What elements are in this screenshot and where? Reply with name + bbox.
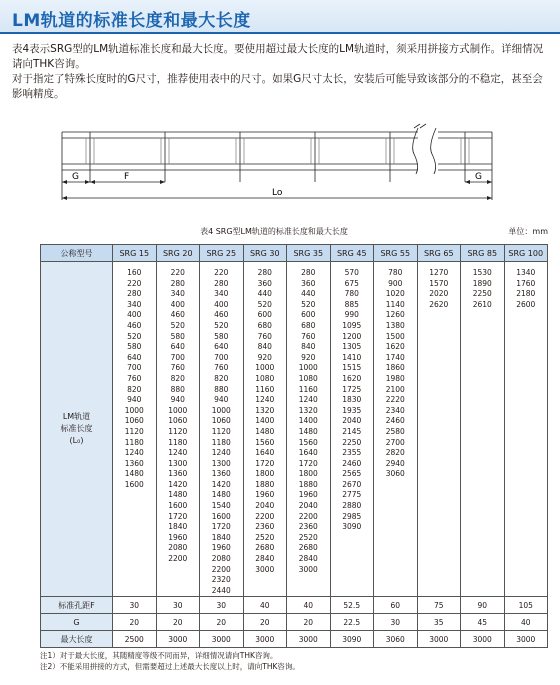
- pitch-cell: 30: [200, 597, 244, 614]
- rail-length-table: [40, 244, 548, 648]
- standard-length-value: 1500: [385, 331, 405, 341]
- standard-length-value: 700: [127, 363, 142, 373]
- standard-length-value: 280: [214, 278, 229, 288]
- standard-length-value: 1480: [298, 426, 318, 436]
- standard-length-value: 1860: [385, 363, 405, 373]
- length-cell: [113, 262, 157, 597]
- max-length-cell: 3090: [330, 631, 374, 648]
- standard-length-value: 3060: [385, 469, 405, 479]
- intro-paragraph-2: 对于指定了特殊长度时的G尺寸，推荐使用表中的尺寸。如果G尺寸太长，安装后可能导致该部分的不稳定，甚至会影响精度。: [12, 73, 543, 100]
- standard-length-value: 940: [127, 395, 142, 405]
- standard-length-value: 1080: [255, 373, 275, 383]
- g-cell: 20: [287, 614, 331, 631]
- standard-length-value: 2200: [168, 554, 188, 564]
- pitch-cell: 60: [374, 597, 418, 614]
- max-length-cell: 3000: [461, 631, 505, 648]
- pitch-cell: 30: [113, 597, 157, 614]
- standard-length-value: 1000: [255, 363, 275, 373]
- standard-length-value: 2200: [255, 511, 275, 521]
- standard-length-value: 2460: [385, 416, 405, 426]
- g-cell: 35: [417, 614, 461, 631]
- label-f: F: [124, 172, 130, 182]
- standard-length-value: 1480: [168, 490, 188, 500]
- standard-length-value: 340: [127, 299, 142, 309]
- table-caption: 表4 SRG型LM轨道的标准长度和最大长度: [200, 227, 348, 236]
- standard-length-value: 460: [170, 310, 185, 320]
- standard-length-value: 1120: [168, 426, 188, 436]
- standard-length-value: 1020: [385, 289, 405, 299]
- standard-length-value: 2360: [298, 522, 318, 532]
- standard-length-value: 1180: [211, 437, 231, 447]
- standard-length-value: 1240: [298, 395, 318, 405]
- standard-length-value: 700: [214, 352, 229, 362]
- standard-length-value: 2600: [516, 299, 536, 309]
- standard-length-value: 2460: [342, 458, 362, 468]
- standard-length-value: 1830: [342, 395, 362, 405]
- standard-length-value: 1560: [255, 437, 275, 447]
- standard-length-value: 1570: [429, 278, 449, 288]
- label-lo: Lo: [272, 188, 283, 198]
- model-header: SRG 45: [330, 245, 374, 262]
- standard-length-value: 2670: [342, 479, 362, 489]
- standard-length-value: 1840: [211, 532, 231, 542]
- standard-length-value: 1720: [168, 511, 188, 521]
- standard-length-value: 1720: [298, 458, 318, 468]
- max-length-row: [41, 631, 548, 648]
- standard-length-value: 920: [257, 352, 272, 362]
- standard-length-value: 1240: [211, 448, 231, 458]
- model-header: SRG 20: [156, 245, 200, 262]
- rail-diagram: [0, 118, 560, 218]
- standard-length-value: 440: [257, 289, 272, 299]
- standard-length-value: 2250: [472, 289, 492, 299]
- label-g-left: G: [72, 172, 79, 182]
- standard-length-value: 1360: [211, 469, 231, 479]
- standard-length-value: 2040: [342, 416, 362, 426]
- standard-length-value: 675: [344, 278, 359, 288]
- standard-length-value: 1640: [298, 448, 318, 458]
- standard-length-value: 780: [388, 268, 403, 277]
- standard-length-value: 1340: [516, 268, 536, 277]
- standard-length-value: 2610: [472, 299, 492, 309]
- standard-length-value: 600: [301, 310, 316, 320]
- standard-length-value: 760: [257, 331, 272, 341]
- standard-length-value: 2020: [429, 289, 449, 299]
- standard-length-value: 1960: [168, 532, 188, 542]
- standard-length-value: 2775: [342, 490, 362, 500]
- standard-length-value: 640: [127, 352, 142, 362]
- standard-length-value: 2565: [342, 469, 362, 479]
- standard-length-value: 1600: [168, 501, 188, 511]
- standard-length-value: 900: [388, 278, 403, 288]
- standard-length-value: 1720: [255, 458, 275, 468]
- standard-length-value: 2360: [255, 522, 275, 532]
- model-header: SRG 35: [287, 245, 331, 262]
- g-cell: 20: [200, 614, 244, 631]
- standard-length-value: 570: [344, 268, 359, 277]
- standard-length-value: 2700: [385, 437, 405, 447]
- standard-length-value: 520: [127, 331, 142, 341]
- standard-length-value: 1270: [429, 268, 449, 277]
- standard-length-value: 940: [214, 395, 229, 405]
- footnote: 注2）不能采用拼接的方式，但需要超过上述最大长度以上时，请向THK咨询。: [40, 662, 300, 671]
- standard-length-value: 280: [170, 278, 185, 288]
- model-header: SRG 15: [113, 245, 157, 262]
- standard-length-value: 280: [127, 289, 142, 299]
- standard-length-value: 600: [257, 310, 272, 320]
- standard-length-value: 1180: [168, 437, 188, 447]
- standard-length-value: 520: [214, 320, 229, 330]
- table-caption-row: [0, 226, 548, 240]
- standard-length-value: 2320: [211, 575, 231, 585]
- standard-length-value: 1000: [168, 405, 188, 415]
- model-header: SRG 30: [243, 245, 287, 262]
- standard-length-value: 2200: [211, 564, 231, 574]
- pitch-row: [41, 597, 548, 614]
- length-cell: [330, 262, 374, 597]
- standard-length-value: 400: [127, 310, 142, 320]
- max-length-cell: 2500: [113, 631, 157, 648]
- standard-length-value: 1360: [124, 458, 144, 468]
- standard-length-value: 460: [214, 310, 229, 320]
- max-length-cell: 3060: [374, 631, 418, 648]
- standard-length-value: 840: [301, 342, 316, 352]
- pitch-cell: 90: [461, 597, 505, 614]
- standard-length-value: 1120: [211, 426, 231, 436]
- standard-length-value: 880: [214, 384, 229, 394]
- row-label-line: (L₀): [69, 436, 84, 446]
- standard-length-value: 360: [257, 278, 272, 288]
- standard-length-value: 1240: [124, 448, 144, 458]
- max-length-cell: 3000: [200, 631, 244, 648]
- standard-length-value: 1300: [211, 458, 231, 468]
- standard-length-value: 520: [257, 299, 272, 309]
- standard-length-value: 2355: [342, 448, 362, 458]
- standard-length-value: 1530: [472, 268, 492, 277]
- standard-length-value: 280: [257, 268, 272, 277]
- model-header: SRG 25: [200, 245, 244, 262]
- standard-length-value: 1960: [255, 490, 275, 500]
- standard-length-value: 1760: [516, 278, 536, 288]
- standard-length-value: 760: [214, 363, 229, 373]
- standard-length-value: 940: [170, 395, 185, 405]
- standard-length-value: 1890: [472, 278, 492, 288]
- length-cell: [287, 262, 331, 597]
- standard-length-value: 1200: [342, 331, 362, 341]
- intro-text: [12, 42, 552, 102]
- standard-length-value: 1980: [385, 373, 405, 383]
- pitch-cell: 105: [504, 597, 548, 614]
- standard-length-value: 1320: [255, 405, 275, 415]
- standard-length-value: 2620: [429, 299, 449, 309]
- standard-length-value: 1000: [298, 363, 318, 373]
- row-label-standard-length: [41, 262, 113, 597]
- table-unit: 单位：mm: [508, 227, 548, 236]
- standard-length-value: 280: [301, 268, 316, 277]
- length-cell: [504, 262, 548, 597]
- standard-length-value: 400: [170, 299, 185, 309]
- intro-paragraph-1: 表4表示SRG型的LM轨道标准长度和最大长度。要使用超过最大长度的LM轨道时，须采用拼接方式制作。详细情况请向THK咨询。: [12, 43, 544, 70]
- pitch-cell: 40: [243, 597, 287, 614]
- standard-length-value: 1600: [124, 479, 144, 489]
- standard-length-value: 1480: [124, 469, 144, 479]
- standard-length-value: 1620: [342, 373, 362, 383]
- standard-length-value: 2180: [516, 289, 536, 299]
- pitch-cell: 75: [417, 597, 461, 614]
- standard-length-value: 760: [170, 363, 185, 373]
- standard-length-value: 220: [170, 268, 185, 277]
- standard-length-value: 1380: [385, 320, 405, 330]
- standard-length-value: 340: [214, 289, 229, 299]
- g-cell: 20: [243, 614, 287, 631]
- standard-length-value: 640: [214, 342, 229, 352]
- standard-length-value: 1060: [124, 416, 144, 426]
- standard-length-value: 1360: [168, 469, 188, 479]
- standard-length-value: 820: [127, 384, 142, 394]
- model-header: SRG 100: [504, 245, 548, 262]
- standard-length-value: 1640: [255, 448, 275, 458]
- length-cell: [461, 262, 505, 597]
- standard-length-value: 1180: [124, 437, 144, 447]
- standard-length-value: 1060: [168, 416, 188, 426]
- standard-length-value: 1400: [298, 416, 318, 426]
- standard-length-value: 2520: [255, 532, 275, 542]
- standard-length-value: 885: [344, 299, 359, 309]
- standard-length-value: 360: [301, 278, 316, 288]
- standard-length-value: 1480: [255, 426, 275, 436]
- title-underline: [0, 32, 560, 34]
- standard-length-row: [41, 262, 548, 597]
- standard-length-value: 2680: [255, 543, 275, 553]
- standard-length-value: 880: [170, 384, 185, 394]
- standard-length-value: 2080: [211, 554, 231, 564]
- standard-length-value: 2985: [342, 511, 362, 521]
- standard-length-value: 640: [170, 342, 185, 352]
- standard-length-value: 520: [301, 299, 316, 309]
- model-header: SRG 65: [417, 245, 461, 262]
- row-label-pitch: 标准孔距F: [41, 597, 113, 614]
- row-label-line: 标准长度: [60, 424, 93, 434]
- standard-length-value: 820: [170, 373, 185, 383]
- section-header: [0, 0, 560, 34]
- standard-length-value: 2820: [385, 448, 405, 458]
- standard-length-value: 1160: [255, 384, 275, 394]
- length-cell: [417, 262, 461, 597]
- g-row: [41, 614, 548, 631]
- standard-length-value: 1120: [124, 426, 144, 436]
- g-cell: 22.5: [330, 614, 374, 631]
- standard-length-value: 1600: [211, 511, 231, 521]
- standard-length-value: 1060: [211, 416, 231, 426]
- standard-length-value: 1840: [168, 522, 188, 532]
- max-length-cell: 3000: [287, 631, 331, 648]
- standard-length-value: 1420: [168, 479, 188, 489]
- length-cell: [156, 262, 200, 597]
- header-corner: 公称型号: [41, 245, 113, 262]
- length-cell: [374, 262, 418, 597]
- standard-length-value: 2880: [342, 501, 362, 511]
- g-cell: 45: [461, 614, 505, 631]
- standard-length-value: 580: [214, 331, 229, 341]
- standard-length-value: 1480: [211, 490, 231, 500]
- row-label-g: G: [41, 614, 113, 631]
- pitch-cell: 40: [287, 597, 331, 614]
- standard-length-value: 2580: [385, 426, 405, 436]
- standard-length-value: 1935: [342, 405, 362, 415]
- standard-length-value: 520: [170, 320, 185, 330]
- standard-length-value: 1260: [385, 310, 405, 320]
- standard-length-value: 840: [257, 342, 272, 352]
- label-g-right: G: [475, 172, 482, 182]
- standard-length-value: 2940: [385, 458, 405, 468]
- standard-length-value: 460: [127, 320, 142, 330]
- standard-length-value: 3000: [255, 564, 275, 574]
- standard-length-value: 1160: [298, 384, 318, 394]
- standard-length-value: 2100: [385, 384, 405, 394]
- standard-length-value: 1720: [211, 522, 231, 532]
- standard-length-value: 820: [214, 373, 229, 383]
- standard-length-value: 1400: [255, 416, 275, 426]
- standard-length-value: 3090: [342, 522, 362, 532]
- standard-length-value: 1960: [298, 490, 318, 500]
- standard-length-value: 2840: [255, 554, 275, 564]
- standard-length-value: 1880: [255, 479, 275, 489]
- standard-length-value: 2520: [298, 532, 318, 542]
- standard-length-value: 1560: [298, 437, 318, 447]
- standard-length-value: 2840: [298, 554, 318, 564]
- g-cell: 20: [113, 614, 157, 631]
- standard-length-value: 1320: [298, 405, 318, 415]
- standard-length-value: 1800: [298, 469, 318, 479]
- standard-length-value: 2040: [298, 501, 318, 511]
- standard-length-value: 2200: [298, 511, 318, 521]
- standard-length-value: 580: [127, 342, 142, 352]
- max-length-cell: 3000: [156, 631, 200, 648]
- standard-length-value: 2440: [211, 585, 231, 595]
- g-cell: 20: [156, 614, 200, 631]
- standard-length-value: 1240: [168, 448, 188, 458]
- standard-length-value: 2040: [255, 501, 275, 511]
- standard-length-value: 220: [214, 268, 229, 277]
- standard-length-value: 440: [301, 289, 316, 299]
- standard-length-value: 760: [301, 331, 316, 341]
- standard-length-value: 2220: [385, 395, 405, 405]
- standard-length-value: 1515: [342, 363, 362, 373]
- max-length-cell: 3000: [243, 631, 287, 648]
- standard-length-value: 1540: [211, 501, 231, 511]
- standard-length-value: 2340: [385, 405, 405, 415]
- standard-length-value: 990: [344, 310, 359, 320]
- standard-length-value: 1140: [385, 299, 405, 309]
- standard-length-value: 160: [127, 268, 142, 277]
- standard-length-value: 700: [170, 352, 185, 362]
- standard-length-value: 680: [301, 320, 316, 330]
- standard-length-value: 1620: [385, 342, 405, 352]
- length-cell: [243, 262, 287, 597]
- model-header: SRG 55: [374, 245, 418, 262]
- standard-length-value: 1725: [342, 384, 362, 394]
- standard-length-value: 2145: [342, 426, 362, 436]
- pitch-cell: 52.5: [330, 597, 374, 614]
- section-title: LM轨道的标准长度和最大长度: [12, 11, 251, 31]
- standard-length-value: 1000: [211, 405, 231, 415]
- row-label-max-length: 最大长度: [41, 631, 113, 648]
- standard-length-value: 1300: [168, 458, 188, 468]
- standard-length-value: 1410: [342, 352, 362, 362]
- standard-length-value: 3000: [298, 564, 318, 574]
- standard-length-value: 220: [127, 278, 142, 288]
- length-cell: [200, 262, 244, 597]
- standard-length-value: 1305: [342, 342, 362, 352]
- standard-length-value: 920: [301, 352, 316, 362]
- table-header-row: [41, 245, 548, 262]
- standard-length-value: 1095: [342, 320, 362, 330]
- standard-length-value: 1240: [255, 395, 275, 405]
- standard-length-value: 1000: [124, 405, 144, 415]
- standard-length-value: 760: [127, 373, 142, 383]
- standard-length-value: 580: [170, 331, 185, 341]
- pitch-cell: 30: [156, 597, 200, 614]
- standard-length-value: 1740: [385, 352, 405, 362]
- standard-length-value: 2080: [168, 543, 188, 553]
- standard-length-value: 2680: [298, 543, 318, 553]
- standard-length-value: 1080: [298, 373, 318, 383]
- g-cell: 40: [504, 614, 548, 631]
- footnotes: [40, 650, 550, 672]
- standard-length-value: 340: [170, 289, 185, 299]
- standard-length-value: 400: [214, 299, 229, 309]
- standard-length-value: 1800: [255, 469, 275, 479]
- standard-length-value: 2250: [342, 437, 362, 447]
- g-cell: 30: [374, 614, 418, 631]
- standard-length-value: 680: [257, 320, 272, 330]
- standard-length-value: 1420: [211, 479, 231, 489]
- max-length-cell: 3000: [417, 631, 461, 648]
- max-length-cell: 3000: [504, 631, 548, 648]
- model-header: SRG 85: [461, 245, 505, 262]
- standard-length-value: 780: [344, 289, 359, 299]
- standard-length-value: 1960: [211, 543, 231, 553]
- standard-length-value: 1880: [298, 479, 318, 489]
- row-label-line: LM轨道: [62, 412, 91, 422]
- footnote: 注1）对于最大长度，其随精度等级不同而异，详细情况请向THK咨询。: [40, 651, 278, 660]
